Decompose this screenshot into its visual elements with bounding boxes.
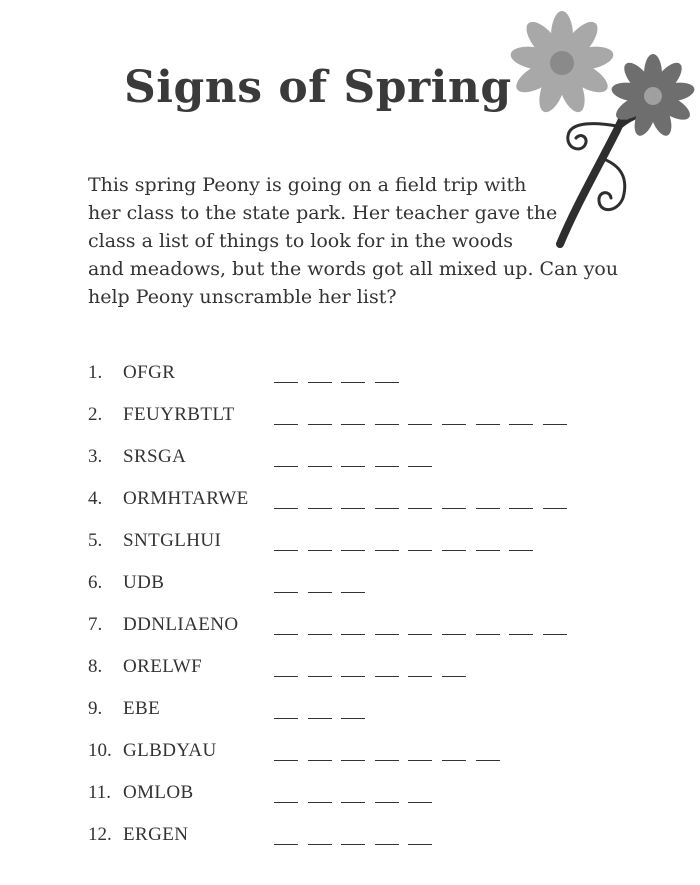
scrambled-word: SNTGLHUI [123,530,222,551]
scrambled-word: FEUYRBTLT [123,404,235,425]
answer-blank [408,466,432,467]
answer-blank [442,634,466,635]
item-number: 10. [88,740,112,761]
answer-blank [375,676,399,677]
scrambled-word: OMLOB [123,782,194,803]
answer-blank [341,844,365,845]
answer-blank [408,802,432,803]
answer-blank [308,760,332,761]
intro-line: class a list of things to look for in the woods [88,230,513,252]
answer-blank [308,466,332,467]
scrambled-word: SRSGA [123,446,187,467]
answer-blank [509,424,533,425]
scrambled-word: EBE [123,698,161,719]
answer-blank [274,382,298,383]
answer-blank [375,802,399,803]
answer-blank [341,676,365,677]
intro-paragraph [88,171,628,311]
answer-blank [375,760,399,761]
intro-line: and meadows, but the words got all mixed up. Can you [88,258,619,280]
answer-blank [274,718,298,719]
answer-blank [274,550,298,551]
answer-blank [442,676,466,677]
answer-blank [308,508,332,509]
answer-blank [408,550,432,551]
scrambled-word: GLBDYAU [123,740,217,761]
answer-blank [509,508,533,509]
answer-blank [308,718,332,719]
answer-blank [375,508,399,509]
answer-blank [375,382,399,383]
scrambled-word: ORELWF [123,656,203,677]
answer-blank [308,382,332,383]
answer-blank [341,382,365,383]
scrambled-word: OFGR [123,362,176,383]
item-number: 6. [88,572,103,593]
answer-blank [543,424,567,425]
flower-light-icon [509,11,615,116]
item-number: 5. [88,530,103,551]
answer-blank [476,424,500,425]
answer-blank [308,676,332,677]
answer-blank [341,802,365,803]
answer-blank [476,508,500,509]
page-title: Signs of Spring [124,62,512,113]
intro-line: her class to the state park. Her teacher gave the [88,202,558,224]
answer-blank [442,508,466,509]
answer-blank [274,676,298,677]
item-number: 1. [88,362,103,383]
answer-blank [408,844,432,845]
answer-blank [509,550,533,551]
answer-blank [274,760,298,761]
intro-line: help Peony unscramble her list? [88,286,397,308]
answer-blank [341,760,365,761]
answer-blank [341,718,365,719]
answer-blank [442,760,466,761]
answer-blank [341,634,365,635]
scrambled-word: ORMHTARWE [123,488,249,509]
answer-blank [543,508,567,509]
answer-blank [308,844,332,845]
answer-blank [274,424,298,425]
answer-blank [375,844,399,845]
answer-blank [408,760,432,761]
answer-blank [274,508,298,509]
answer-blank [408,424,432,425]
answer-blank [442,424,466,425]
answer-blank [375,424,399,425]
answer-blank [308,592,332,593]
answer-blank [408,676,432,677]
answer-blank [308,634,332,635]
answer-blank [476,634,500,635]
answer-blank [308,550,332,551]
item-number: 2. [88,404,103,425]
answer-blank [375,466,399,467]
answer-blank [375,634,399,635]
item-number: 3. [88,446,103,467]
answer-blank [341,424,365,425]
answer-blank [341,508,365,509]
scrambled-word: UDB [123,572,165,593]
intro-line: This spring Peony is going on a field trip with [88,174,527,196]
answer-blank [274,844,298,845]
answer-blank [308,424,332,425]
item-number: 9. [88,698,103,719]
answer-blank [543,634,567,635]
answer-blank [408,508,432,509]
answer-blank [341,592,365,593]
scrambled-word: ERGEN [123,824,189,845]
answer-blank [375,550,399,551]
answer-blank [341,550,365,551]
item-number: 12. [88,824,112,845]
scrambled-word: DDNLIAENO [123,614,239,635]
answer-blank [341,466,365,467]
answer-blank [274,802,298,803]
answer-blank [274,592,298,593]
item-number: 8. [88,656,103,677]
item-number: 11. [88,782,112,803]
answer-blank [308,802,332,803]
answer-blank [509,634,533,635]
item-number: 4. [88,488,103,509]
answer-blank [476,760,500,761]
answer-blank [274,466,298,467]
answer-blank [274,634,298,635]
answer-blank [408,634,432,635]
answer-blank [442,550,466,551]
answer-blank [476,550,500,551]
item-number: 7. [88,614,103,635]
